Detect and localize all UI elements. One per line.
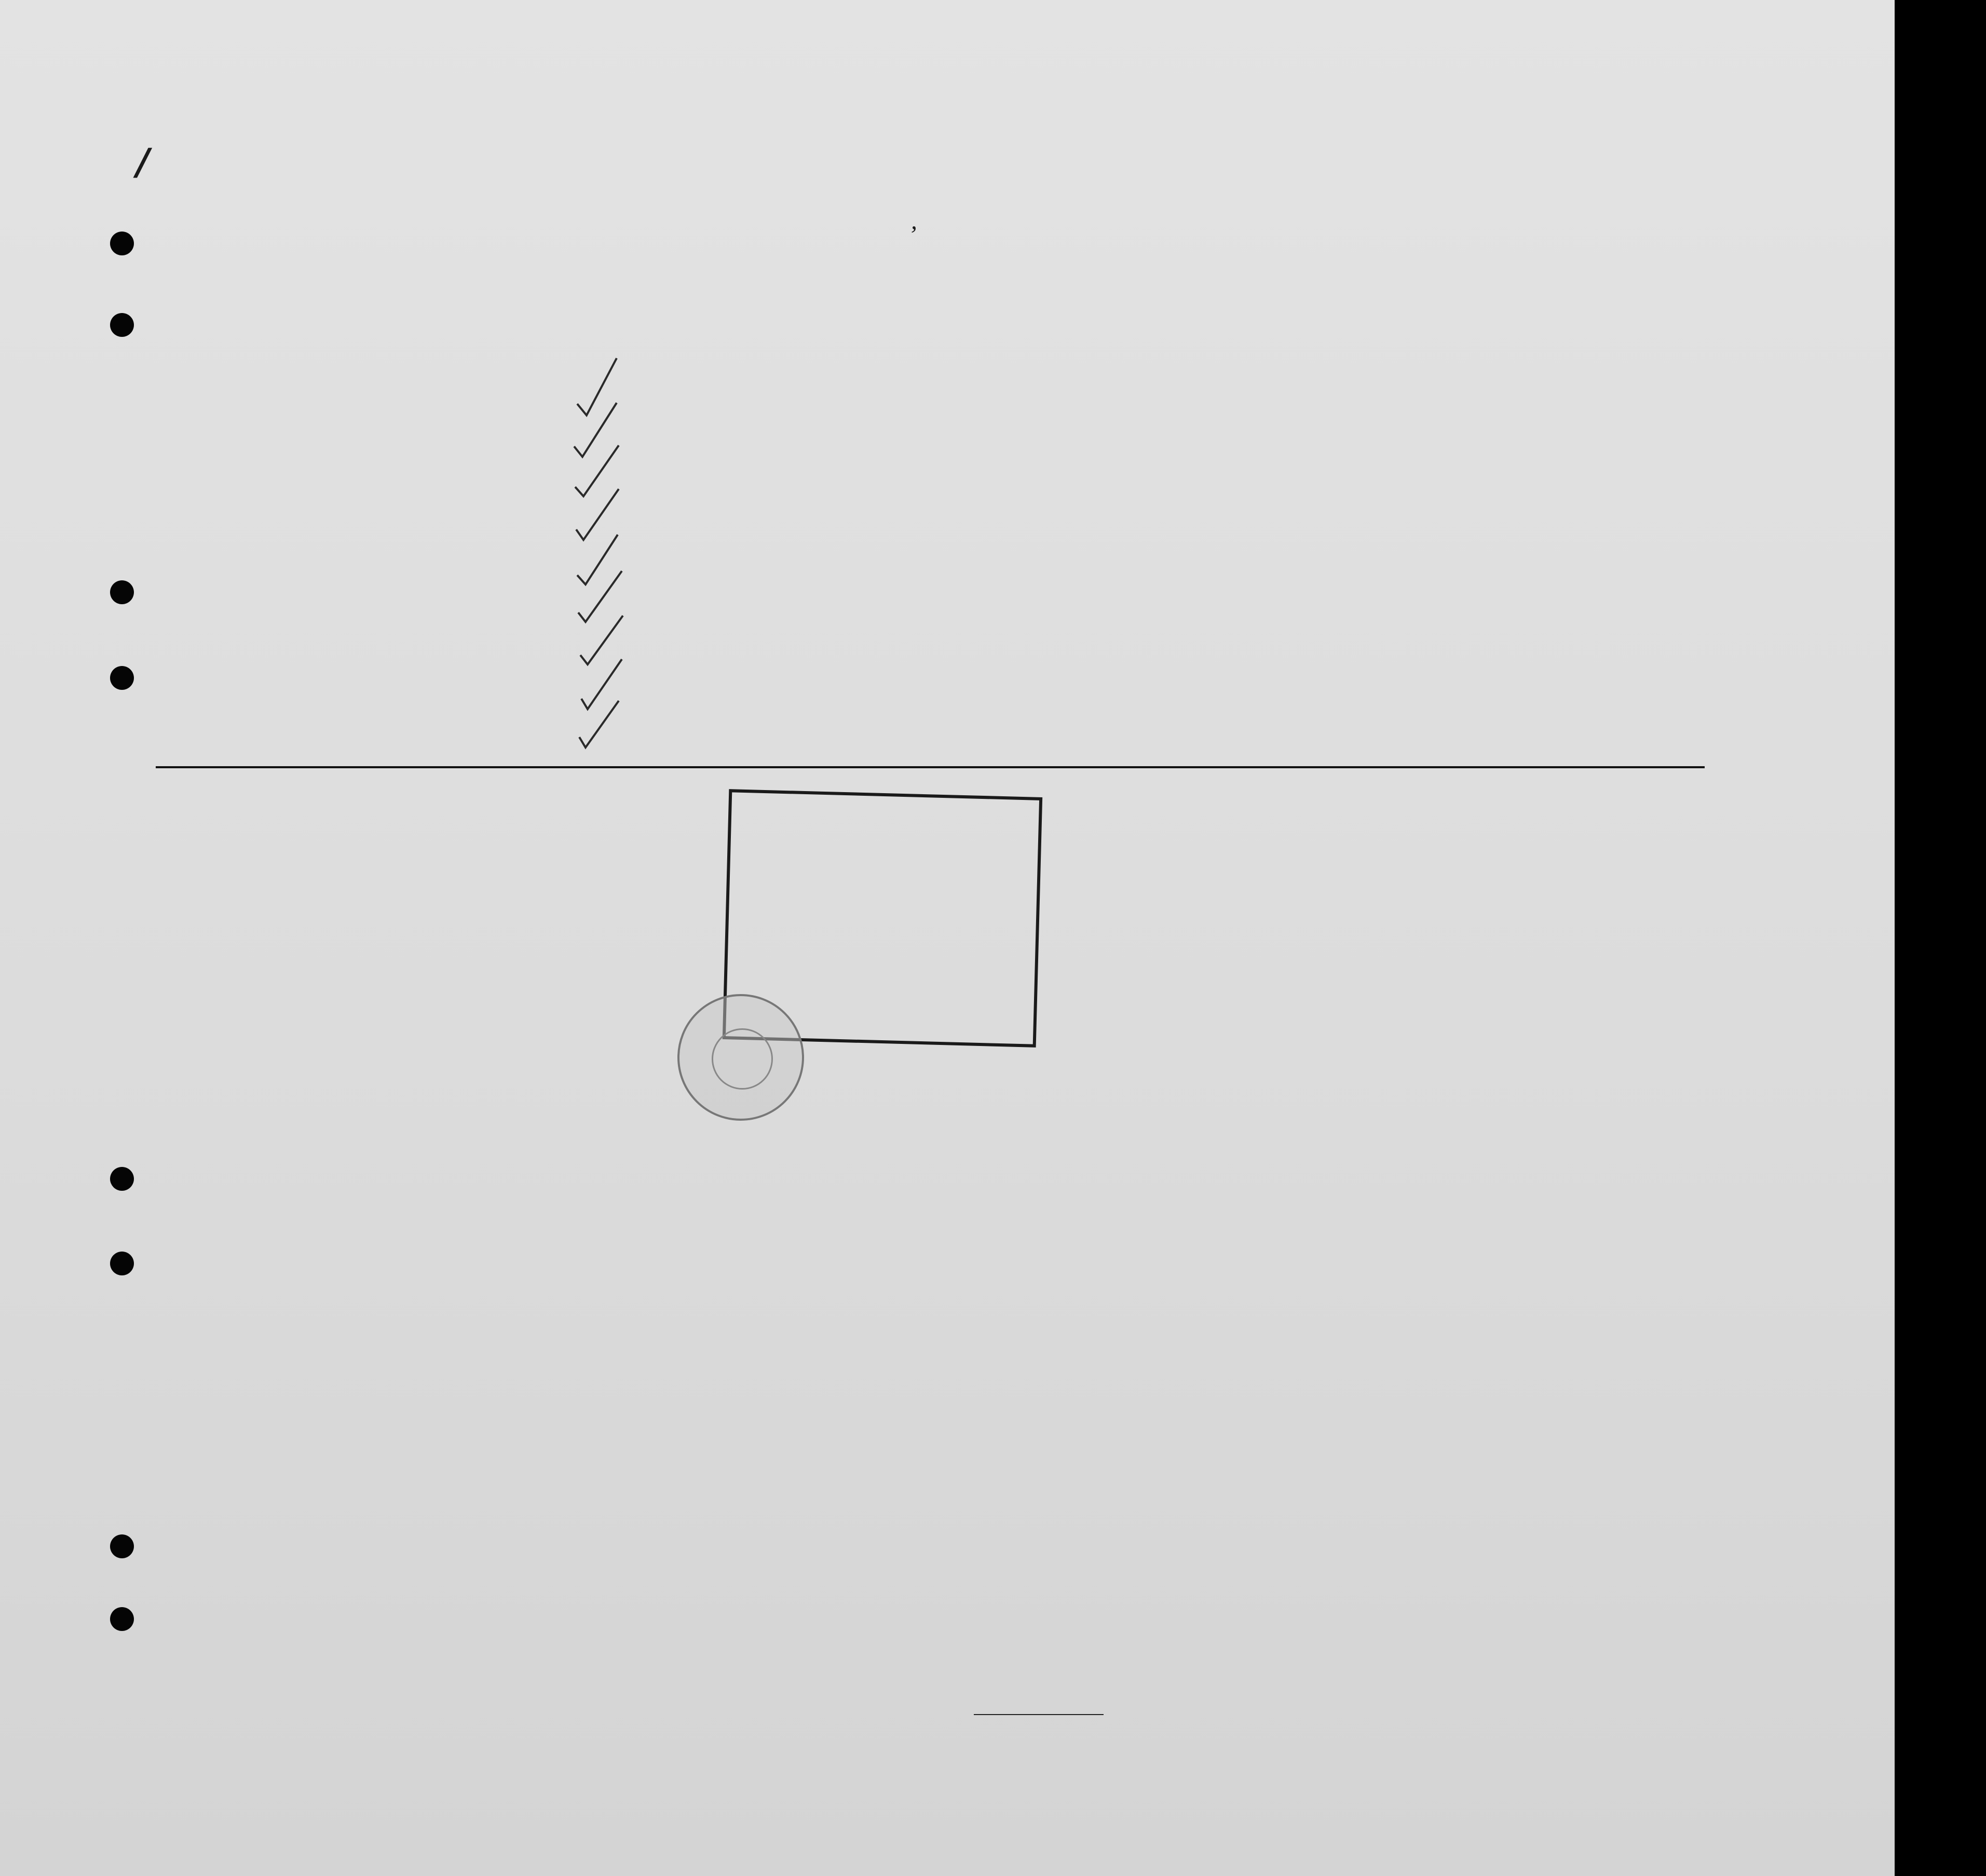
- punch-hole: [110, 1252, 134, 1275]
- punch-hole: [110, 232, 134, 255]
- margin-tick: /: [136, 140, 149, 183]
- punch-hole: [110, 580, 134, 604]
- punch-hole: [110, 313, 134, 337]
- punch-hole: [110, 1607, 134, 1631]
- inspector-label: [974, 1714, 1104, 1718]
- consulate-seal: [677, 994, 804, 1121]
- punch-hole: [110, 1534, 134, 1558]
- comma: ,: [911, 207, 917, 235]
- punch-hole: [110, 1167, 134, 1191]
- punch-hole: [110, 666, 134, 690]
